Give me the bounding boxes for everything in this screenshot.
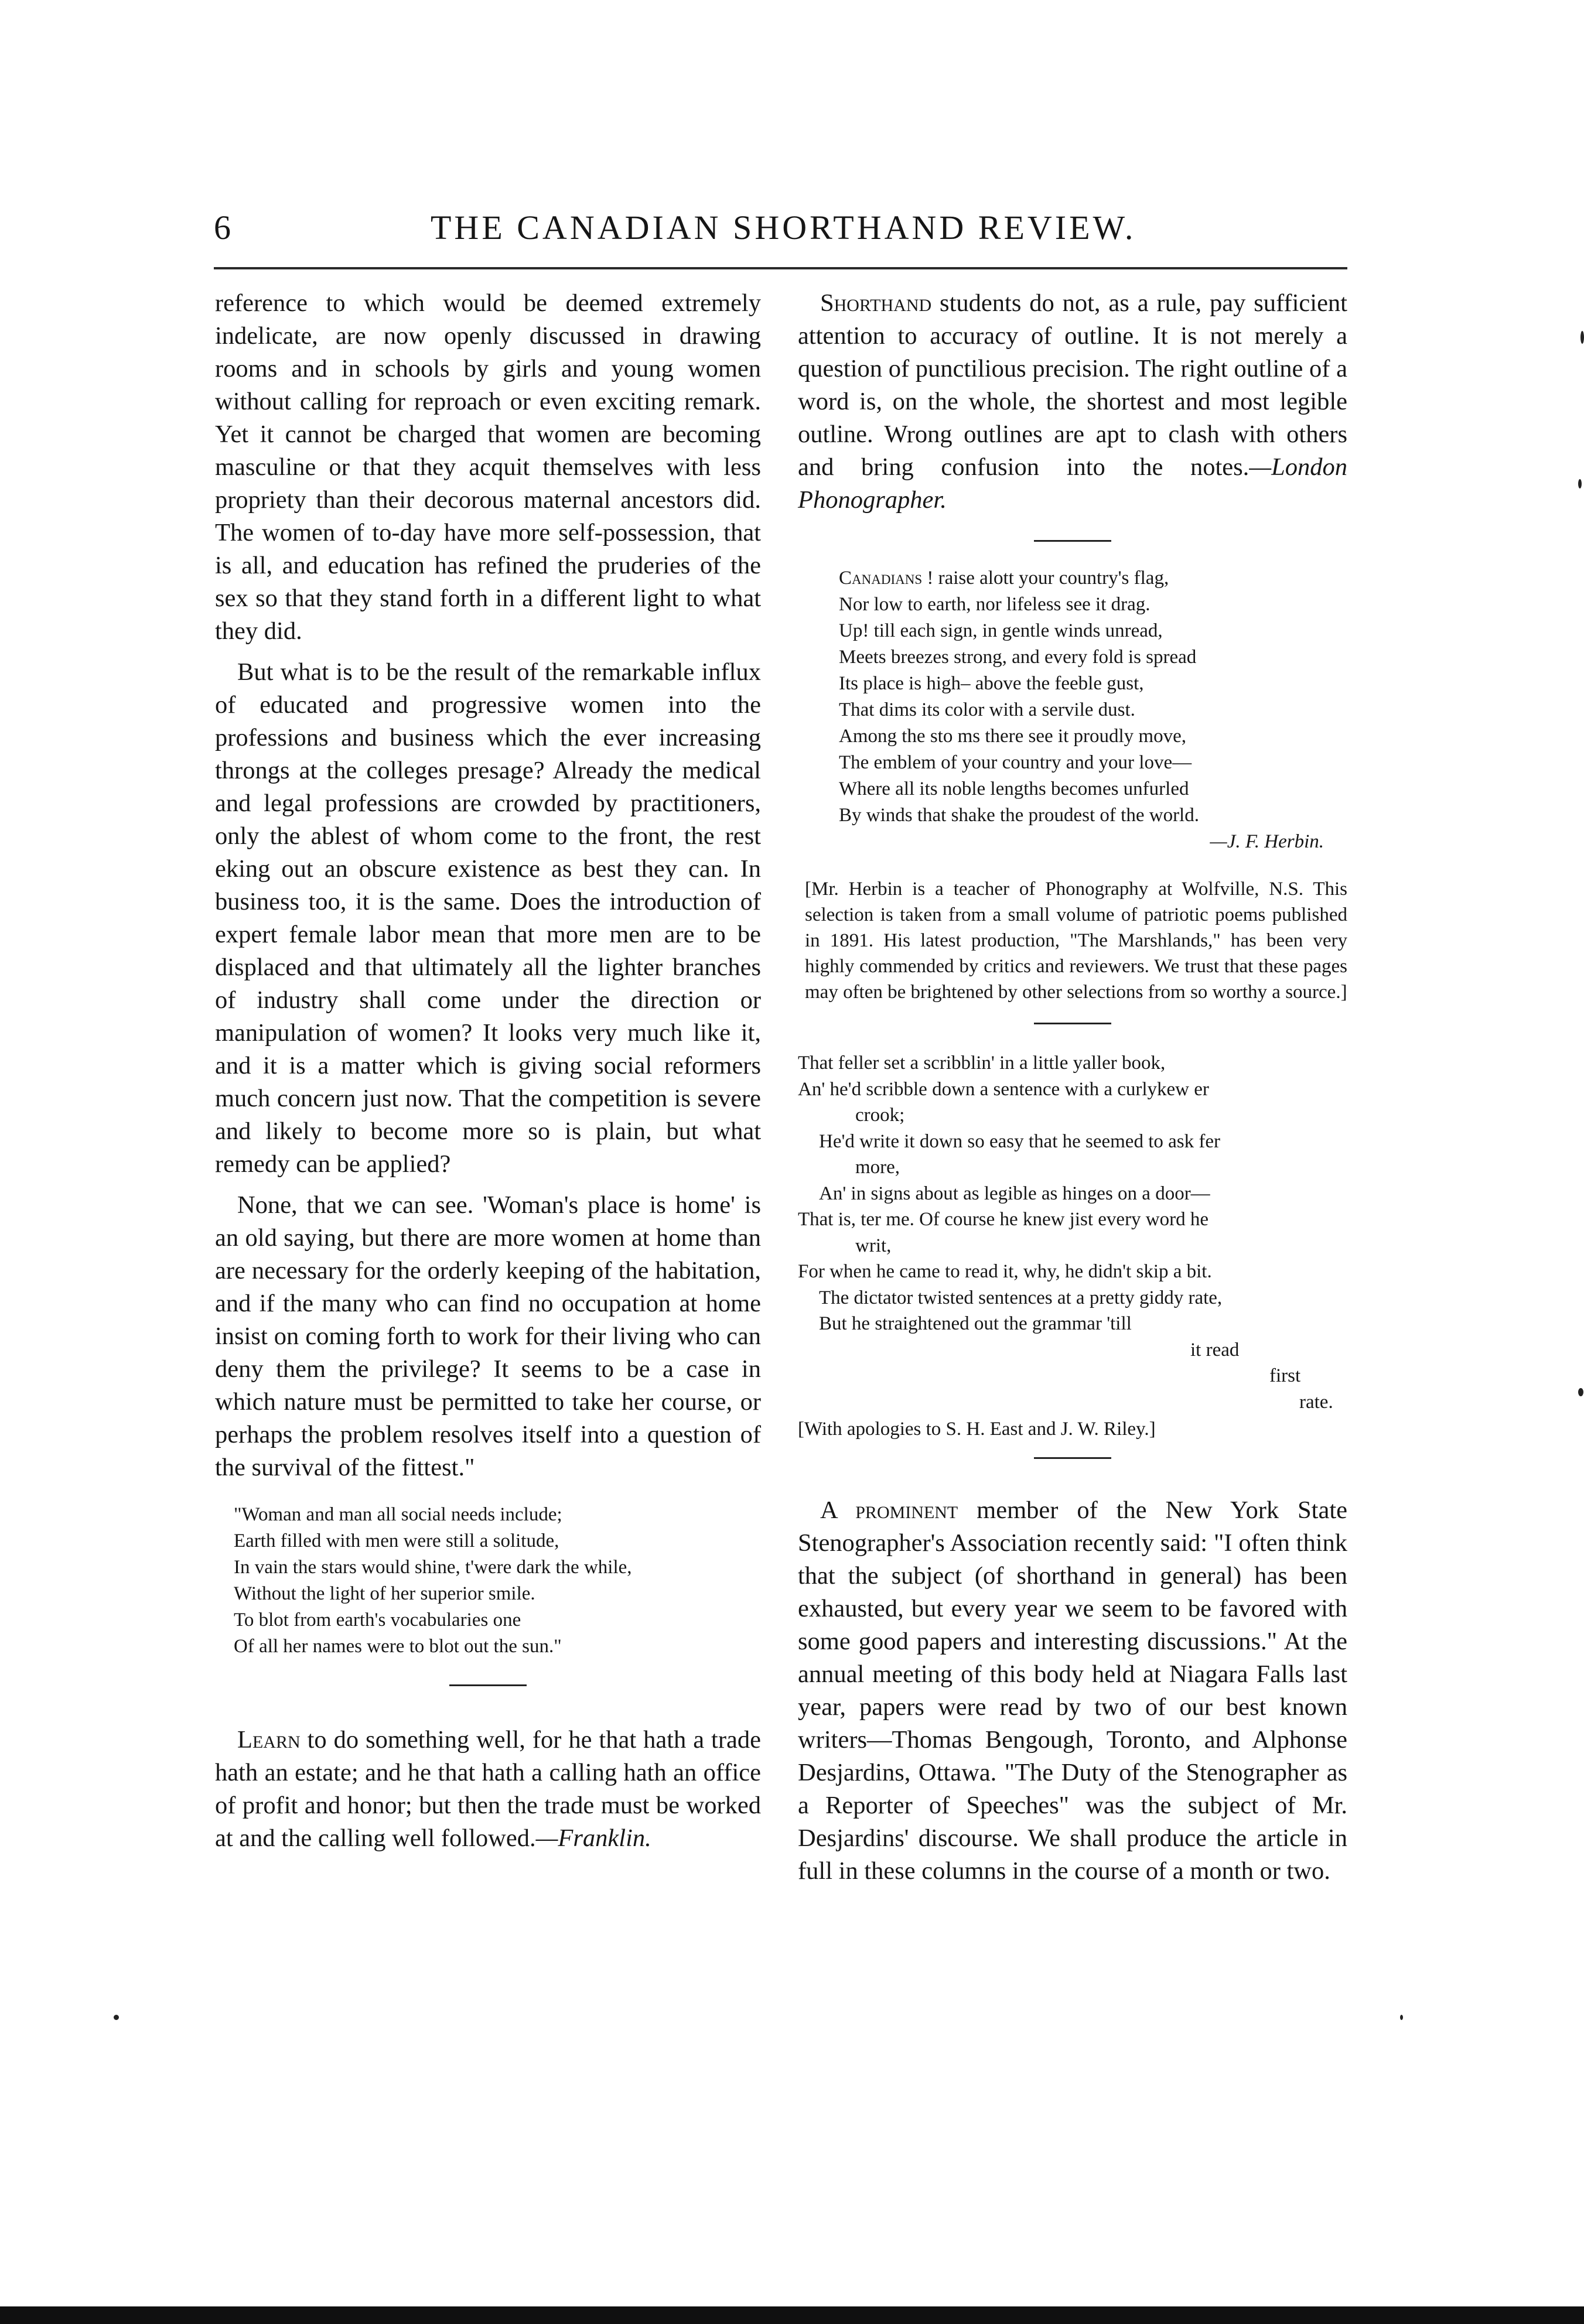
prominent-body: member of the New York State Stenographer's Association recently said: "I often think that the subject (of shorthand in general) has been exhausted, but every year we seem to be favored with some good papers and interesting discussions." At the annual meeting of this body held at Niagara Falls last year, papers were read by two of our best known writers—Thomas Bengough, Toronto, and Alphonse Desjardins, Ottawa. "The Duty of the Stenographer as a Reporter of Speeches" was the subject of Mr. Desjardins' discourse. We shall produce the article in full in these columns in the course of a month or two. xyxy=(798,1496,1348,1885)
left-column xyxy=(215,287,761,1855)
verse-line: An' he'd scribble down a sentence with a curlykew er xyxy=(798,1078,1209,1100)
poem-line: In vain the stars would shine, t'were dark the while, xyxy=(234,1557,632,1578)
shorthand-lead: Shorthand xyxy=(820,289,932,317)
woman-poem xyxy=(215,1502,761,1660)
franklin-lead: Learn xyxy=(237,1726,301,1754)
poem-line xyxy=(839,565,1347,592)
verse-line: The dictator twisted sentences at a pretty giddy rate, xyxy=(819,1287,1223,1308)
scan-speck xyxy=(1578,479,1582,488)
verse-line: But he straightened out the grammar 'till xyxy=(819,1313,1132,1334)
poem-line: Without the light of her superior smile. xyxy=(234,1583,535,1604)
scan-edge-bar xyxy=(0,2306,1584,2324)
verse-line: first xyxy=(1269,1365,1301,1386)
poem-first-line: ! raise alott your country's flag, xyxy=(927,568,1169,589)
scan-speck xyxy=(114,2015,119,2020)
section-divider xyxy=(1034,1023,1111,1024)
verse-line: An' in signs about as legible as hinges on a door— xyxy=(819,1182,1210,1204)
poem-line: Up! till each sign, in gentle winds unread, xyxy=(839,620,1163,641)
right-column xyxy=(798,287,1347,1888)
poem-line: Nor low to earth, nor lifeless see it drag. xyxy=(839,594,1151,615)
page-header xyxy=(214,208,1347,255)
poem-line: Of all her names were to blot out the sun." xyxy=(234,1636,562,1657)
scan-speck xyxy=(1578,1388,1583,1396)
verse-line: That is, ter me. Of course he knew jist every word he xyxy=(798,1209,1209,1230)
poem-line: Among the sto ms there see it proudly move, xyxy=(839,726,1186,747)
verse-line: For when he came to read it, why, he didn't skip a bit. xyxy=(798,1261,1212,1282)
verse-line: writ, xyxy=(855,1235,892,1256)
scan-speck xyxy=(1580,331,1584,344)
running-title: THE CANADIAN SHORTHAND REVIEW. xyxy=(431,209,1136,247)
shorthand-source: —London Phonographer. xyxy=(798,453,1347,514)
section-divider xyxy=(449,1684,527,1686)
poem-line: "Woman and man all social needs include; xyxy=(234,1504,562,1525)
apology-note: [With apologies to S. H. East and J. W. Riley.] xyxy=(798,1419,1156,1440)
header-rule xyxy=(214,267,1347,269)
prominent-member-paragraph xyxy=(798,1494,1347,1888)
poem-line: That dims its color with a servile dust. xyxy=(839,699,1135,720)
franklin-quote xyxy=(215,1724,761,1855)
article-continuation-paragraph: reference to which would be deemed extremely indelicate, are now openly discussed in drawing rooms and in schools by girls and young women without calling for reproach or even exciting remark. Yet it cannot be charged that women are becoming masculine or that they acquit themselves with less propriety than their decorous maternal ancestors did. The women of to-day have more self-possession, that is all, and education has refined the pruderies of the sex so that they stand forth in a different light to what they did. xyxy=(215,289,761,645)
poem-line: Meets breezes strong, and every fold is spread xyxy=(839,647,1197,668)
verse-line: He'd write it down so easy that he seemed to ask fer xyxy=(819,1130,1220,1152)
canadians-poem xyxy=(798,565,1347,829)
franklin-body: to do something well, for he that hath a trade hath an estate; and he that hath a calling hath an office of profit and honor; but then the trade must be worked at and the calling well followed. xyxy=(215,1726,761,1852)
scan-speck xyxy=(1400,2015,1403,2020)
poem-line: To blot from earth's vocabularies one xyxy=(234,1609,521,1631)
poem-line: Earth filled with men were still a solitude, xyxy=(234,1530,559,1551)
section-divider xyxy=(1034,1457,1111,1459)
herbin-editorial-note: [Mr. Herbin is a teacher of Phonography at Wolfville, N.S. This selection is taken from a small volume of patriotic poems published in 1891. His latest production, "The Marshlands," has been very highly commended by critics and reviewers. We trust that these pages may often be brightened by other selections from so worthy a source.] xyxy=(805,879,1347,1003)
poem-line: By winds that shake the proudest of the world. xyxy=(839,805,1199,826)
article-paragraph-remarkable-influx: But what is to be the result of the remarkable influx of educated and progressive women into the professions and business which the ever increasing throngs at the colleges presage? Already the medical and legal professions are crowded by practitioners, only the ablest of whom come to the front, the rest eking out an obscure existence as best they can. In business too, it is the same. Does the introduction of expert female labor mean that more men are to be displaced and that ultimately all the lighter branches of industry shall come under the direction or manipulation of women? It looks very much like it, and it is a matter which is giving social reformers much concern just now. That the competition is severe and likely to become more so is plain, but what remedy can be applied? xyxy=(215,658,761,1178)
shorthand-paragraph xyxy=(798,287,1347,517)
verse-line: it read xyxy=(1190,1339,1240,1361)
poem-attribution: —J. F. Herbin. xyxy=(1210,831,1324,852)
page-number: 6 xyxy=(214,209,231,247)
poem-line: Where all its noble lengths becomes unfurled xyxy=(839,778,1189,799)
prominent-lead: A prominent xyxy=(820,1496,958,1524)
poem-line: The emblem of your country and your love— xyxy=(839,752,1192,773)
poem-line: Its place is high– above the feeble gust, xyxy=(839,673,1144,694)
verse-line: more, xyxy=(855,1157,900,1178)
verse-line: That feller set a scribblin' in a little yaller book, xyxy=(798,1052,1166,1074)
article-paragraph-womans-place: None, that we can see. 'Woman's place is home' is an old saying, but there are more women at home than are necessary for the orderly keeping of the habitation, and if the many who can find no occupation at home insist on coming forth to work for their living who can deny them the privilege? It seems to be a case in which nature must be permitted to take her course, or perhaps the problem resolves itself into a question of the survival of the fittest." xyxy=(215,1191,761,1481)
dialect-verse xyxy=(798,1050,1347,1415)
verse-line: rate. xyxy=(1299,1391,1333,1413)
shorthand-body: students do not, as a rule, pay sufficient attention to accuracy of outline. It is not merely a question of punctilious precision. The right outline of a word is, on the whole, the shortest and most legible outline. Wrong outlines are apt to clash with others and bring confusion into the notes. xyxy=(798,289,1347,481)
poem-lead: Canadians xyxy=(839,568,923,589)
section-divider xyxy=(1034,540,1111,542)
verse-line: crook; xyxy=(855,1105,905,1126)
franklin-source: —Franklin. xyxy=(535,1824,651,1852)
